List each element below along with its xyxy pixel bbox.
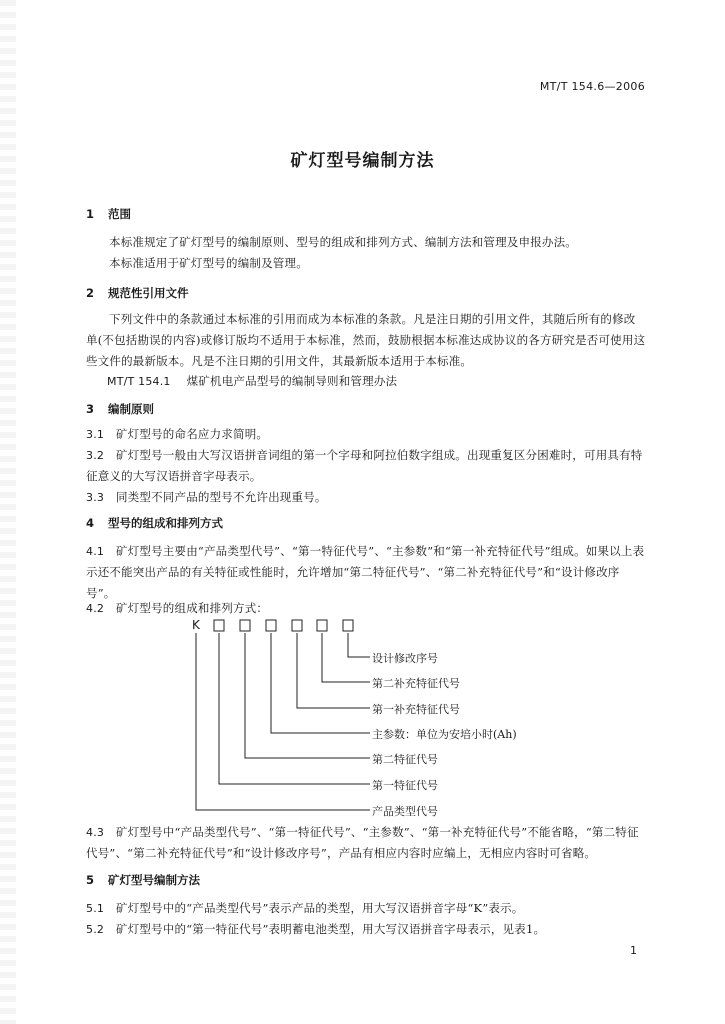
clause-number: 3.2 (86, 449, 105, 462)
section-number: 3 (86, 402, 95, 416)
diagram-prefix-k: K (192, 618, 200, 632)
diagram-label: 第一补充特征代号 (372, 703, 460, 716)
diagram-label: 主参数：单位为安培小时(Ah) (372, 728, 517, 741)
section-title: 矿灯型号编制方法 (108, 873, 200, 887)
clause-5-2 (86, 919, 648, 940)
clause-4-1 (86, 541, 648, 604)
clause-5-1 (86, 898, 648, 919)
clause-number: 4.1 (86, 545, 105, 558)
clause-3-1 (86, 424, 648, 445)
section-4-heading (86, 515, 223, 531)
section-number: 5 (86, 873, 95, 887)
clause-text: 矿灯型号的命名应力求简明。 (116, 427, 269, 441)
placeholder-box-2 (240, 620, 250, 631)
clause-text: 矿灯型号中的“产品类型代号”表示产品的类型，用大写汉语拼音字母“K”表示。 (116, 901, 524, 915)
clause-text: 同类型不同产品的型号不允许出现重号。 (116, 490, 327, 504)
section-5-heading (86, 872, 200, 888)
connector-first-supplement (297, 633, 370, 708)
section-title: 范围 (108, 207, 131, 221)
section-title: 规范性引用文件 (108, 286, 189, 300)
paragraph: 本标准规定了矿灯型号的编制原则、型号的组成和排列方式、编制方法和管理及申报办法。 (109, 235, 577, 249)
connector-first-feature (219, 633, 370, 784)
diagram-label: 第二补充特征代号 (372, 677, 460, 690)
clause-number: 5.2 (86, 923, 105, 936)
clause-text: 矿灯型号一般由大写汉语拼音词组的第一个字母和阿拉伯数字组成。出现重复区分困难时，可用具有特征意义的大写汉语拼音字母表示。 (86, 448, 643, 483)
section-number: 1 (86, 207, 95, 221)
normative-reference (107, 373, 397, 389)
placeholder-box-6 (343, 620, 353, 631)
placeholder-box-1 (214, 620, 224, 631)
clause-4-3 (86, 822, 648, 864)
section-number: 4 (86, 516, 95, 530)
clause-number: 4.3 (86, 826, 105, 839)
connector-second-feature (245, 633, 370, 758)
paragraph: 本标准适用于矿灯型号的编制及管理。 (109, 256, 308, 270)
diagram-label: 第一特征代号 (372, 779, 438, 792)
section-1-heading (86, 206, 131, 222)
connector-design-revision (348, 633, 370, 657)
diagram-label: 第二特征代号 (372, 753, 438, 766)
clause-number: 5.1 (86, 902, 105, 915)
placeholder-box-3 (266, 620, 276, 631)
clause-3-2 (86, 445, 648, 487)
clause-number: 3.1 (86, 428, 105, 441)
reference-code: MT/T 154.1 (107, 375, 171, 388)
standard-number: MT/T 154.6—2006 (539, 80, 645, 93)
placeholder-box-4 (292, 620, 302, 631)
document-title: 矿灯型号编制方法 (290, 151, 435, 171)
section-2-heading (86, 285, 189, 301)
connector-product-type (196, 633, 370, 810)
reference-title: 煤矿机电产品型号的编制导则和管理办法 (186, 374, 398, 388)
diagram-label: 设计修改序号 (372, 652, 438, 665)
clause-text: 矿灯型号中“产品类型代号”、“第一特征代号”、“主参数”、“第一补充特征代号”不能省略，“第二特征代号”、“第二补充特征代号”和“设计修改序号”，产品有相应内容时应编上，无相应内容时可省略。 (86, 825, 639, 860)
clause-4-2 (86, 598, 648, 619)
page-number: 1 (630, 944, 637, 957)
placeholder-box-5 (317, 620, 327, 631)
clause-number: 3.3 (86, 491, 105, 504)
diagram-label: 产品类型代号 (372, 805, 438, 818)
connector-main-parameter (271, 633, 370, 733)
paragraph: 下列文件中的条款通过本标准的引用而成为本标准的条款。凡是注日期的引用文件，其随后所有的修改单(不包括勘误的内容)或修订版均不适用于本标准，然而，鼓励根据本标准达成协议的各方研究是否可使用这些文件的最新版本。凡是不注日期的引用文件，其最新版本适用于本标准。 (86, 312, 646, 368)
clause-text: 矿灯型号的组成和排列方式： (116, 601, 269, 615)
section-title: 型号的组成和排列方式 (108, 516, 223, 530)
clause-3-3 (86, 487, 648, 508)
section-3-heading (86, 401, 154, 417)
section-number: 2 (86, 286, 95, 300)
clause-text: 矿灯型号中的“第一特征代号”表明蓄电池类型，用大写汉语拼音字母表示，见表1。 (116, 922, 546, 936)
clause-text: 矿灯型号主要由“产品类型代号”、“第一特征代号”、“主参数”和“第一补充特征代号”组成。如果以上表示还不能突出产品的有关特征或性能时，允许增加“第二特征代号”、“第二补充特征代号”和“设计修改序号”。 (86, 544, 645, 600)
clause-number: 4.2 (86, 602, 105, 615)
connector-second-supplement (322, 633, 370, 682)
section-title: 编制原则 (108, 402, 154, 416)
